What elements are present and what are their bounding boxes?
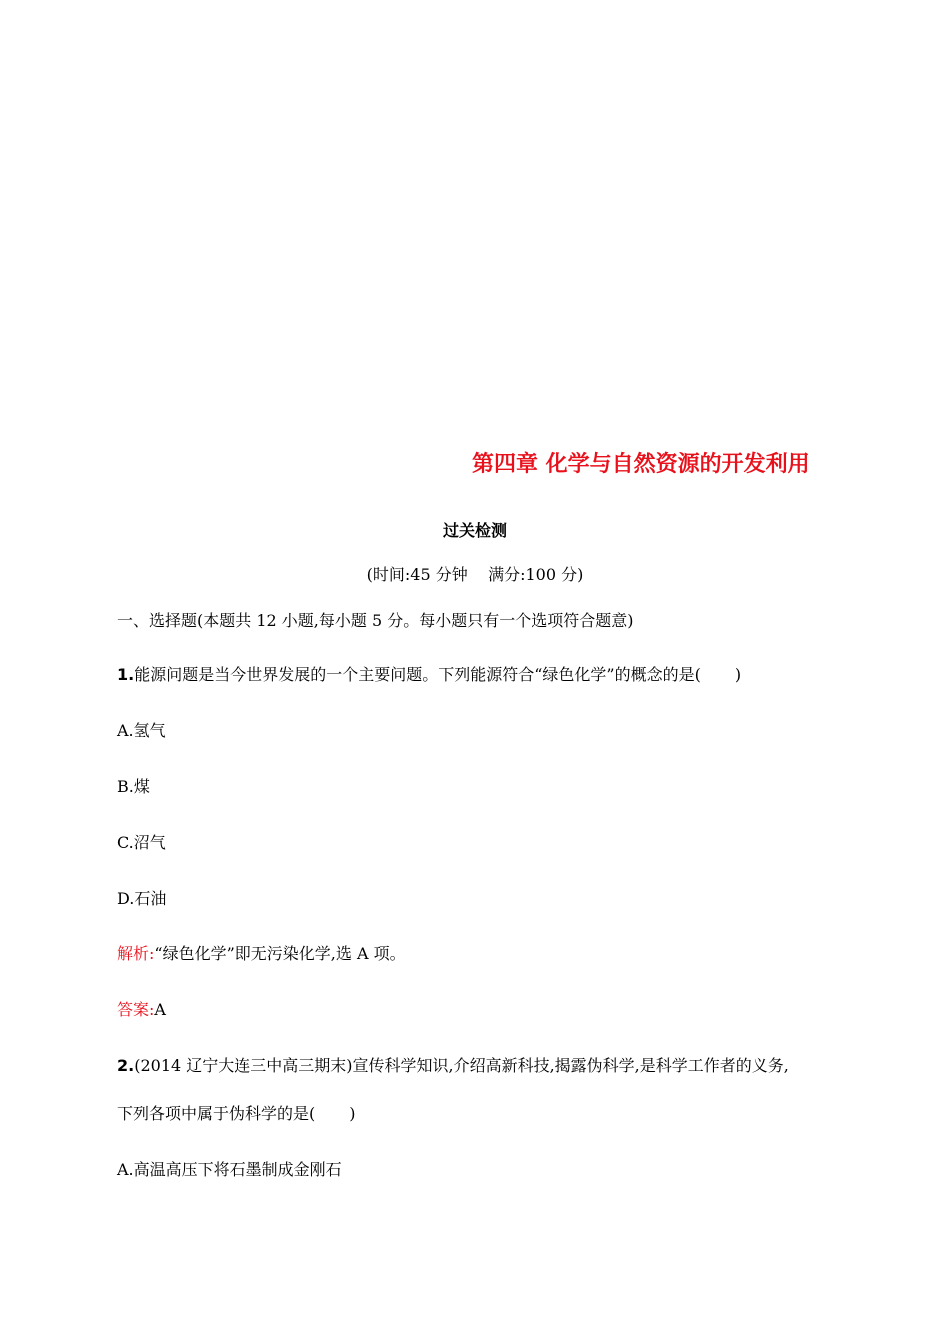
question-1-option-a: A.氢气 — [117, 721, 166, 740]
question-1-text: 能源问题是当今世界发展的一个主要问题。下列能源符合“绿色化学”的概念的是( — [134, 665, 701, 684]
question-1-option-b: B.煤 — [117, 777, 150, 796]
question-1-analysis — [117, 944, 406, 964]
question-2-number: 2. — [117, 1056, 135, 1075]
question-1-option-c: C.沼气 — [117, 833, 166, 852]
question-1-number: 1. — [117, 665, 135, 684]
question-1-close: ) — [734, 665, 742, 684]
section-title: 过关检测 — [442, 521, 507, 540]
answer-label: 答案: — [117, 1000, 155, 1019]
part1-heading: 一、选择题(本题共 12 小题,每小题 5 分。每小题只有一个选项符合题意) — [117, 611, 634, 630]
question-1-option-d: D.石油 — [117, 889, 167, 908]
question-2-text-line-1: (2014 辽宁大连三中高三期末)宣传科学知识,介绍高新科技,揭露伪科学,是科学工作者的义务, — [134, 1056, 789, 1075]
time-info: (时间:45 分钟 满分:100 分) — [366, 565, 584, 584]
analysis-text: “绿色化学”即无污染化学,选 A 项。 — [154, 944, 406, 963]
question-2-stem-line-1 — [117, 1056, 789, 1076]
question-2-close: ) — [349, 1104, 356, 1123]
question-1-stem — [117, 665, 741, 685]
analysis-label: 解析: — [117, 944, 155, 963]
question-2-option-a: A.高温高压下将石墨制成金刚石 — [117, 1160, 342, 1179]
question-1-answer — [117, 1000, 166, 1020]
answer-text: A — [154, 1000, 166, 1019]
chapter-title: 第四章 化学与自然资源的开发利用 — [472, 452, 810, 477]
question-2-text-line-2: 下列各项中属于伪科学的是( — [117, 1104, 316, 1123]
question-2-stem-line-2 — [117, 1104, 356, 1124]
